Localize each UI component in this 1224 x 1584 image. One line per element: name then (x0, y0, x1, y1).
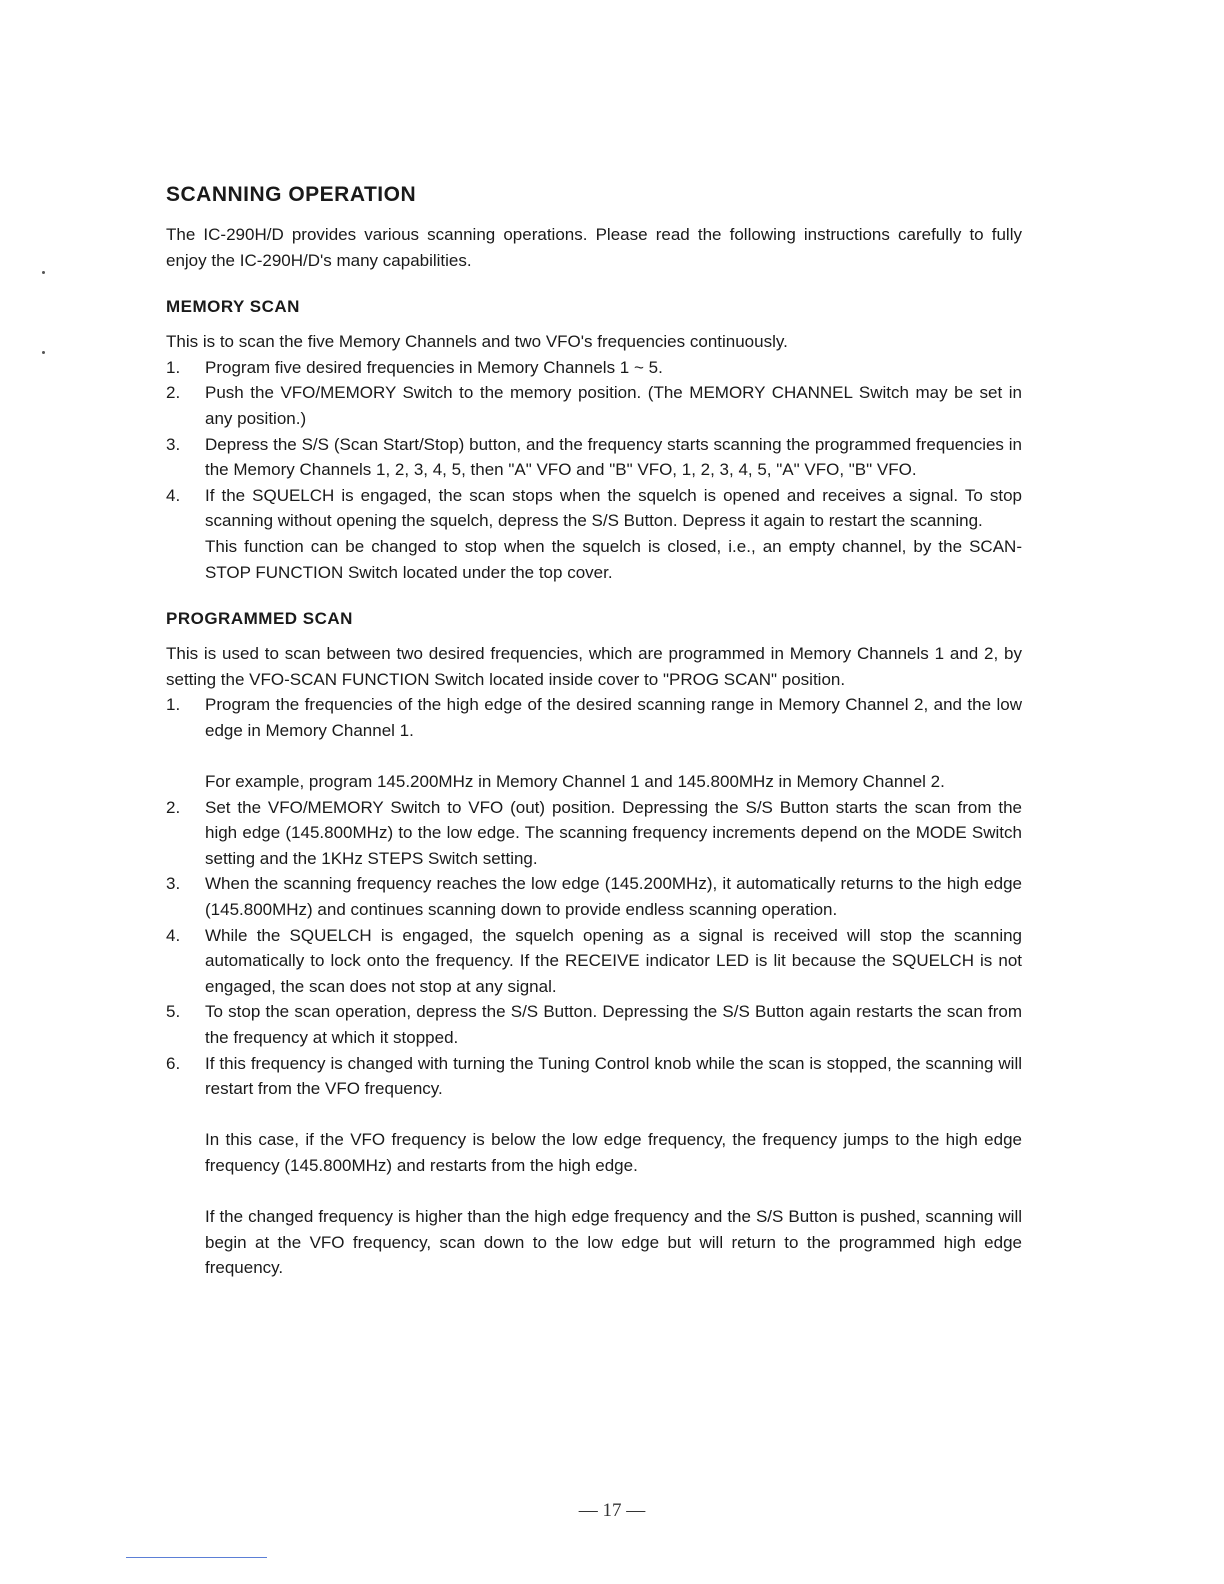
footer-rule (126, 1557, 267, 1558)
step-text: When the scanning frequency reaches the low edge (145.200MHz), it automatically returns to the high edge (145.800MHz) and continues scanning down to provide endless scanning operation. (205, 874, 1022, 920)
step-text: To stop the scan operation, depress the S/S Button. Depressing the S/S Button again restarts the scan from the frequency at which it stopped. (205, 1002, 1022, 1048)
step-number: 5. (166, 1002, 181, 1022)
memory-scan-section (166, 295, 1022, 585)
list-item (166, 432, 1022, 483)
step-text: If this frequency is changed with turning the Tuning Control knob while the scan is stopped, the scanning will restart from the VFO frequency. (205, 1053, 1022, 1099)
scan-speck (42, 271, 45, 274)
step-note: For example, program 145.200MHz in Memory Channel 1 and 145.800MHz in Memory Channel 2. (205, 772, 945, 792)
intro-paragraph: The IC-290H/D provides various scanning operations. Please read the following instructions carefully to fully enjoy the IC-290H/D's many capabilities. (166, 225, 1022, 270)
list-item (166, 483, 1022, 585)
step-text: Program the frequencies of the high edge of the desired scanning range in Memory Channel 2, and the low edge in Memory Channel 1. (205, 695, 1022, 740)
step-text: Program five desired frequencies in Memory Channels 1 ~ 5. (205, 357, 663, 377)
list-item (166, 795, 1022, 872)
step-text: Push the VFO/MEMORY Switch to the memory position. (The MEMORY CHANNEL Switch may be set in any position.) (205, 383, 1022, 428)
step-number: 6. (166, 1053, 181, 1073)
step-note: This function can be changed to stop when the squelch is closed, i.e., an empty channel, by the SCAN-STOP FUNCTION Switch located under the top cover. (205, 536, 1022, 582)
page-title: SCANNING OPERATION (166, 183, 417, 206)
scan-speck (42, 351, 45, 354)
programmed-scan-steps (166, 692, 1022, 1281)
page-number: — 17 — (578, 1500, 646, 1521)
list-item (166, 380, 1022, 431)
memory-scan-lead: This is to scan the five Memory Channels and two VFO's frequencies continuously. (166, 332, 788, 352)
step-number: 2. (166, 383, 181, 403)
step-number: 2. (166, 797, 181, 817)
list-item (166, 923, 1022, 1000)
step-number: 3. (166, 434, 181, 454)
step-text: If the SQUELCH is engaged, the scan stops when the squelch is opened and receives a signal. To stop scanning without opening the squelch, depress the S/S Button. Depress it again to restart the scanning. (205, 485, 1022, 531)
step-number: 4. (166, 925, 181, 945)
step-note: In this case, if the VFO frequency is below the low edge frequency, the frequency jumps to the high edge frequency (145.800MHz) and restarts from the high edge. (205, 1130, 1022, 1175)
memory-scan-heading: MEMORY SCAN (166, 297, 300, 317)
document-page (166, 180, 1022, 1281)
programmed-scan-section (166, 607, 1022, 1281)
step-number: 1. (166, 357, 181, 377)
list-item (166, 692, 1022, 794)
programmed-scan-heading: PROGRAMMED SCAN (166, 609, 353, 629)
list-item (166, 355, 1022, 381)
list-item (166, 1051, 1022, 1281)
memory-scan-steps (166, 355, 1022, 585)
list-item (166, 871, 1022, 922)
programmed-scan-lead: This is used to scan between two desired frequencies, which are programmed in Memory Channels 1 and 2, by setting the VFO-SCAN FUNCTION Switch located inside cover to "PROG SCAN" position. (166, 644, 1022, 689)
step-number: 4. (166, 485, 181, 505)
step-number: 1. (166, 695, 181, 715)
step-note: If the changed frequency is higher than the high edge frequency and the S/S Button is pushed, scanning will begin at the VFO frequency, scan down to the low edge but will return to the programmed high edge frequency. (205, 1207, 1022, 1278)
step-text: Depress the S/S (Scan Start/Stop) button, and the frequency starts scanning the programmed frequencies in the Memory Channels 1, 2, 3, 4, 5, then "A" VFO and "B" VFO, 1, 2, 3, 4, 5, "A" VFO, "B" VFO. (205, 434, 1022, 480)
step-number: 3. (166, 874, 181, 894)
list-item (166, 999, 1022, 1050)
step-text: While the SQUELCH is engaged, the squelch opening as a signal is received will stop the scanning automatically to lock onto the frequency. If the RECEIVE indicator LED is lit because the SQUELCH is not engaged, the scan does not stop at any signal. (205, 925, 1022, 996)
step-text: Set the VFO/MEMORY Switch to VFO (out) position. Depressing the S/S Button starts the scan from the high edge (145.800MHz) to the low edge. The scanning frequency increments depend on the MODE Switch setting and the 1KHz STEPS Switch setting. (205, 797, 1022, 868)
